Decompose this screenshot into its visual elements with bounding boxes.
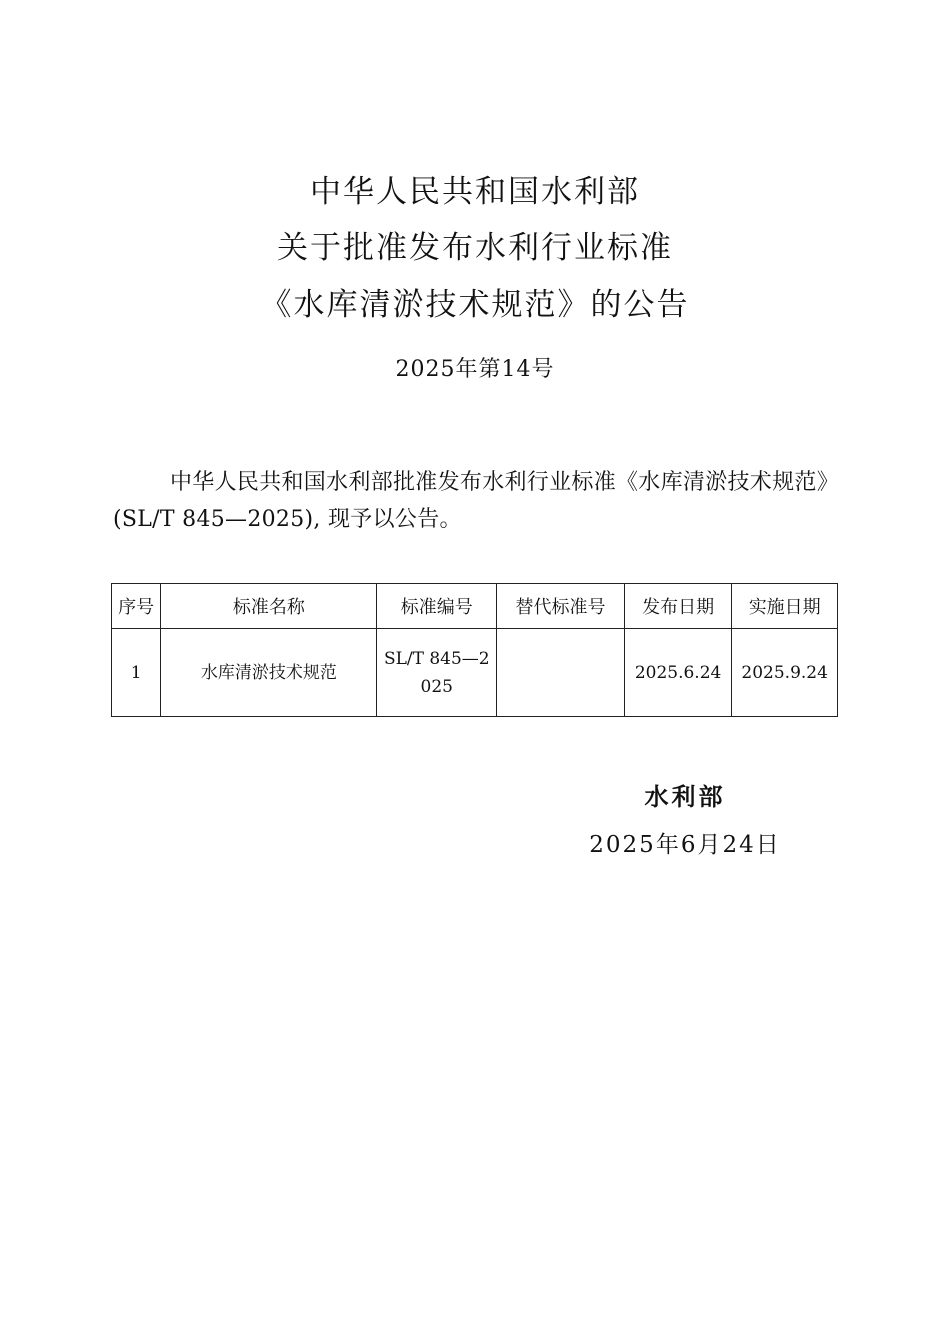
- header-publish-date: 发布日期: [624, 584, 732, 629]
- header-replaced-standard: 替代标准号: [497, 584, 625, 629]
- table-header-row: [112, 584, 838, 629]
- cell-standard-name: 水库清淤技术规范: [161, 629, 377, 717]
- header-effective-date: 实施日期: [732, 584, 838, 629]
- standards-table: [111, 583, 838, 717]
- table-row: [112, 629, 838, 717]
- issue-date: 2025年6月24日: [589, 832, 781, 858]
- cell-serial: 1: [112, 629, 161, 717]
- header-serial: 序号: [112, 584, 161, 629]
- header-standard-name: 标准名称: [161, 584, 377, 629]
- title-line-1: 中华人民共和国水利部: [310, 174, 640, 210]
- title-line-2: 关于批准发布水利行业标准: [277, 230, 673, 266]
- announcement-body: 中华人民共和国水利部批准发布水利行业标准《水库清淤技术规范》(SL/T 845—2025), 现予以公告。: [113, 470, 840, 532]
- cell-replaced-standard: [497, 629, 625, 717]
- cell-standard-code: SL/T 845—2025: [377, 629, 497, 717]
- document-number: 2025年第14号: [395, 357, 555, 382]
- title-line-3: 《水库清淤技术规范》的公告: [260, 287, 690, 323]
- cell-publish-date: 2025.6.24: [624, 629, 732, 717]
- issuer-name: 水利部: [644, 782, 726, 811]
- header-standard-code: 标准编号: [377, 584, 497, 629]
- cell-effective-date: 2025.9.24: [732, 629, 838, 717]
